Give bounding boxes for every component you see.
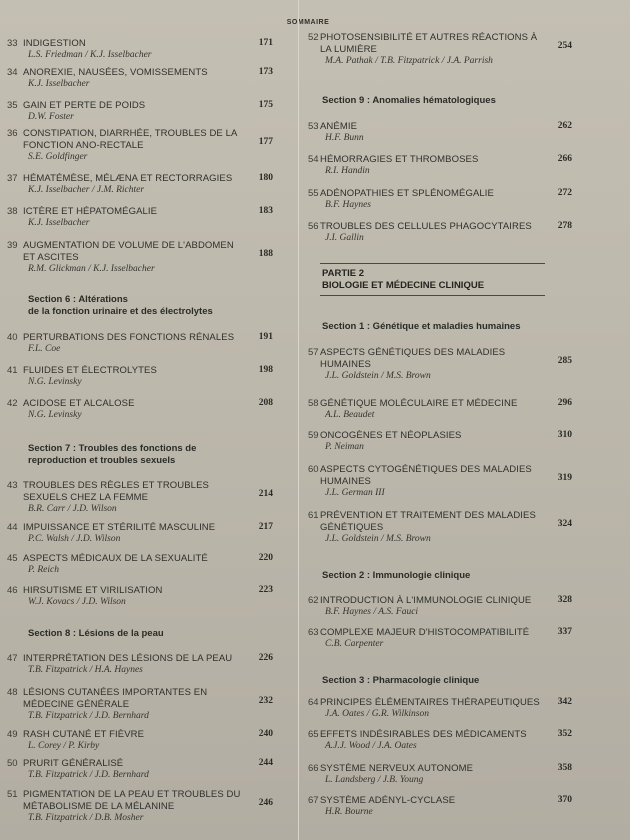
page-number: 352 xyxy=(557,729,572,739)
chapter-authors: D.W. Foster xyxy=(28,112,74,122)
chapter-authors: R.I. Handin xyxy=(325,166,370,176)
chapter-title: SYSTÈME NERVEUX AUTONOME xyxy=(320,763,474,774)
chapter-number: 62 xyxy=(308,595,319,606)
page-number: 319 xyxy=(557,472,572,483)
chapter-title: PERTURBATIONS DES FONCTIONS RÉNALES xyxy=(23,332,235,343)
chapter-authors: C.B. Carpenter xyxy=(325,639,384,649)
chapter-authors: T.B. Fitzpatrick / J.D. Bernhard xyxy=(28,710,149,721)
chapter-authors: F.L. Coe xyxy=(28,344,61,354)
chapter-authors: T.B. Fitzpatrick / D.B. Mosher xyxy=(28,812,144,823)
chapter-number: 54 xyxy=(308,154,319,165)
chapter-authors: B.F. Haynes xyxy=(325,200,371,210)
page-number: 198 xyxy=(258,365,273,375)
page-number: 232 xyxy=(258,695,273,706)
page-number: 272 xyxy=(557,188,572,198)
chapter-title: COMPLEXE MAJEUR D'HISTOCOMPATIBILITÉ xyxy=(320,627,530,638)
page-number: 254 xyxy=(557,40,572,51)
chapter-title: ASPECTS MÉDICAUX DE LA SEXUALITÉ xyxy=(23,553,208,564)
page-number: 296 xyxy=(557,398,572,408)
section-heading: Section 6 : Altérations de la fonction urinaire et des électrolytes xyxy=(28,294,213,317)
section-heading: Section 3 : Pharmacologie clinique xyxy=(322,675,480,686)
chapter-number: 48 xyxy=(7,687,18,698)
chapter-title: INTERPRÉTATION DES LÉSIONS DE LA PEAU xyxy=(23,653,233,664)
section-heading: Section 7 : Troubles des fonctions de reproduction et troubles sexuels xyxy=(28,443,197,466)
chapter-title: ICTÈRE ET HÉPATOMÉGALIE xyxy=(23,206,158,217)
chapter-number: 33 xyxy=(7,38,18,49)
chapter-number: 47 xyxy=(7,653,18,664)
chapter-title: ADÉNOPATHIES ET SPLÉNOMÉGALIE xyxy=(320,188,494,199)
chapter-authors: A.J.J. Wood / J.A. Oates xyxy=(325,741,417,751)
chapter-number: 34 xyxy=(7,67,18,78)
page-number: 226 xyxy=(258,653,273,663)
chapter-number: 51 xyxy=(7,789,18,800)
chapter-title: ASPECTS CYTOGÉNÉTIQUES DES MALADIES HUMAINES xyxy=(320,464,532,487)
chapter-number: 56 xyxy=(308,221,319,232)
chapter-number: 53 xyxy=(308,121,319,132)
chapter-authors: N.G. Levinsky xyxy=(28,377,82,387)
chapter-authors: H.R. Bourne xyxy=(325,807,373,817)
chapter-authors: K.J. Isselbacher xyxy=(28,218,90,228)
chapter-authors: P. Reich xyxy=(28,565,59,575)
chapter-title: HÉMATÉMÈSE, MÉLÆNA ET RECTORRAGIES xyxy=(23,173,233,184)
part-heading: PARTIE 2 BIOLOGIE ET MÉDECINE CLINIQUE xyxy=(322,268,485,291)
chapter-title: FLUIDES ET ÉLECTROLYTES xyxy=(23,365,157,376)
chapter-authors: T.B. Fitzpatrick / J.D. Bernhard xyxy=(28,770,149,780)
chapter-number: 64 xyxy=(308,697,319,708)
page-number: 188 xyxy=(258,248,273,259)
chapter-number: 46 xyxy=(7,585,18,596)
chapter-authors: J.A. Oates / G.R. Wilkinson xyxy=(325,709,429,719)
chapter-title: HIRSUTISME ET VIRILISATION xyxy=(23,585,163,596)
chapter-number: 66 xyxy=(308,763,319,774)
divider-top xyxy=(320,263,545,264)
chapter-number: 50 xyxy=(7,758,18,769)
chapter-number: 42 xyxy=(7,398,18,409)
chapter-authors: P.C. Walsh / J.D. Wilson xyxy=(28,534,121,544)
chapter-number: 55 xyxy=(308,188,319,199)
chapter-title: AUGMENTATION DE VOLUME DE L'ABDOMEN ET ASCITES xyxy=(23,240,234,263)
chapter-title: INTRODUCTION À L'IMMUNOLOGIE CLINIQUE xyxy=(320,595,532,606)
page-number: 208 xyxy=(258,398,273,408)
chapter-number: 36 xyxy=(7,128,18,139)
page-number: 191 xyxy=(258,332,273,342)
chapter-title: PHOTOSENSIBILITÉ ET AUTRES RÉACTIONS À LA LUMIÈRE xyxy=(320,32,538,55)
chapter-authors: L. Landsberg / J.B. Young xyxy=(325,775,424,785)
page-number: 214 xyxy=(258,488,273,499)
chapter-title: PIGMENTATION DE LA PEAU ET TROUBLES DU MÉTABOLISME DE LA MÉLANINE xyxy=(23,789,241,812)
chapter-number: 41 xyxy=(7,365,18,376)
chapter-number: 40 xyxy=(7,332,18,343)
chapter-authors: L. Corey / P. Kirby xyxy=(28,741,100,751)
chapter-title: ANÉMIE xyxy=(320,121,358,132)
page-number: 175 xyxy=(258,100,273,110)
chapter-authors: B.R. Carr / J.D. Wilson xyxy=(28,503,117,514)
page-number: 358 xyxy=(557,763,572,773)
chapter-title: TROUBLES DES CELLULES PHAGOCYTAIRES xyxy=(320,221,532,232)
chapter-number: 49 xyxy=(7,729,18,740)
right-column xyxy=(300,0,630,840)
page-header: SOMMAIRE xyxy=(286,19,330,26)
chapter-number: 37 xyxy=(7,173,18,184)
page-number: 285 xyxy=(557,355,572,366)
chapter-number: 60 xyxy=(308,464,319,475)
chapter-number: 38 xyxy=(7,206,18,217)
page-number: 262 xyxy=(557,121,572,131)
page-number: 370 xyxy=(557,795,572,805)
chapter-title: PRURIT GÉNÉRALISÉ xyxy=(23,758,124,769)
chapter-number: 57 xyxy=(308,347,319,358)
page-number: 183 xyxy=(258,206,273,216)
chapter-number: 61 xyxy=(308,510,319,521)
chapter-title: EFFETS INDÉSIRABLES DES MÉDICAMENTS xyxy=(320,729,527,740)
section-heading: Section 2 : Immunologie clinique xyxy=(322,570,471,581)
chapter-title: RASH CUTANÉ ET FIÈVRE xyxy=(23,729,145,740)
page-number: 180 xyxy=(258,173,273,183)
chapter-title: PRINCIPES ÉLÉMENTAIRES THÉRAPEUTIQUES xyxy=(320,697,540,708)
chapter-title: PRÉVENTION ET TRAITEMENT DES MALADIES GÉNÉTIQUES xyxy=(320,510,536,533)
page-number: 173 xyxy=(258,67,273,77)
divider-bottom xyxy=(320,295,545,296)
chapter-title: ASPECTS GÉNÉTIQUES DES MALADIES HUMAINES xyxy=(320,347,506,370)
chapter-title: SYSTÈME ADÉNYL-CYCLASE xyxy=(320,795,456,806)
page-number: 328 xyxy=(557,595,572,605)
page-number: 217 xyxy=(258,522,273,532)
chapter-authors: W.J. Kovacs / J.D. Wilson xyxy=(28,597,126,607)
chapter-authors: K.J. Isselbacher / J.M. Richter xyxy=(28,185,145,195)
page-number: 177 xyxy=(258,136,273,147)
chapter-title: HÉMORRAGIES ET THROMBOSES xyxy=(320,154,479,165)
chapter-number: 58 xyxy=(308,398,319,409)
chapter-authors: M.A. Pathak / T.B. Fitzpatrick / J.A. Parrish xyxy=(325,55,493,66)
chapter-authors: K.J. Isselbacher xyxy=(28,79,90,89)
chapter-authors: J.L. Goldstein / M.S. Brown xyxy=(325,370,431,381)
chapter-number: 35 xyxy=(7,100,18,111)
chapter-authors: A.L. Beaudet xyxy=(325,410,375,420)
chapter-authors: H.F. Bunn xyxy=(325,133,364,143)
chapter-authors: J.I. Gallin xyxy=(325,233,364,243)
chapter-title: GAIN ET PERTE DE POIDS xyxy=(23,100,146,111)
chapter-title: INDIGESTION xyxy=(23,38,86,49)
chapter-number: 43 xyxy=(7,480,18,491)
chapter-number: 63 xyxy=(308,627,319,638)
page-number: 246 xyxy=(258,797,273,808)
chapter-number: 44 xyxy=(7,522,18,533)
chapter-title: CONSTIPATION, DIARRHÉE, TROUBLES DE LA FONCTION ANO-RECTALE xyxy=(23,128,238,151)
section-heading: Section 9 : Anomalies hématologiques xyxy=(322,95,496,106)
chapter-authors: B.F. Haynes / A.S. Fauci xyxy=(325,607,419,617)
chapter-title: LÉSIONS CUTANÉES IMPORTANTES EN MÉDECINE GÉNÉRALE xyxy=(23,687,208,710)
page-number: 223 xyxy=(258,585,273,595)
chapter-number: 45 xyxy=(7,553,18,564)
page-number: 337 xyxy=(557,627,572,637)
chapter-title: ONCOGÈNES ET NÉOPLASIES xyxy=(320,430,462,441)
chapter-number: 39 xyxy=(7,240,18,251)
page-number: 240 xyxy=(258,729,273,739)
chapter-title: IMPUISSANCE ET STÉRILITÉ MASCULINE xyxy=(23,522,216,533)
chapter-authors: L.S. Friedman / K.J. Isselbacher xyxy=(28,50,152,60)
chapter-title: TROUBLES DES RÈGLES ET TROUBLES SEXUELS CHEZ LA FEMME xyxy=(23,480,209,503)
chapter-number: 67 xyxy=(308,795,319,806)
chapter-authors: N.G. Levinsky xyxy=(28,410,82,420)
chapter-authors: P. Neiman xyxy=(325,442,364,452)
chapter-number: 52 xyxy=(308,32,319,43)
page-number: 310 xyxy=(557,430,572,440)
page-number: 278 xyxy=(557,221,572,231)
left-column xyxy=(0,0,299,840)
chapter-authors: S.E. Goldfinger xyxy=(28,151,88,162)
page-number: 324 xyxy=(557,518,572,529)
page-number: 266 xyxy=(557,154,572,164)
page-number: 220 xyxy=(258,553,273,563)
page-number: 342 xyxy=(557,697,572,707)
chapter-title: GÉNÉTIQUE MOLÉCULAIRE ET MÉDECINE xyxy=(320,398,518,409)
page-number: 171 xyxy=(258,38,273,48)
chapter-authors: T.B. Fitzpatrick / H.A. Haynes xyxy=(28,665,143,675)
chapter-number: 65 xyxy=(308,729,319,740)
page-number: 244 xyxy=(258,758,273,768)
chapter-title: ANOREXIE, NAUSÉES, VOMISSEMENTS xyxy=(23,67,208,78)
chapter-authors: J.L. Goldstein / M.S. Brown xyxy=(325,533,431,544)
chapter-number: 59 xyxy=(308,430,319,441)
section-heading: Section 8 : Lésions de la peau xyxy=(28,628,164,639)
chapter-authors: J.L. German III xyxy=(325,487,385,498)
chapter-authors: R.M. Glickman / K.J. Isselbacher xyxy=(28,263,155,274)
chapter-title: ACIDOSE ET ALCALOSE xyxy=(23,398,135,409)
section-heading: Section 1 : Génétique et maladies humaines xyxy=(322,321,521,332)
